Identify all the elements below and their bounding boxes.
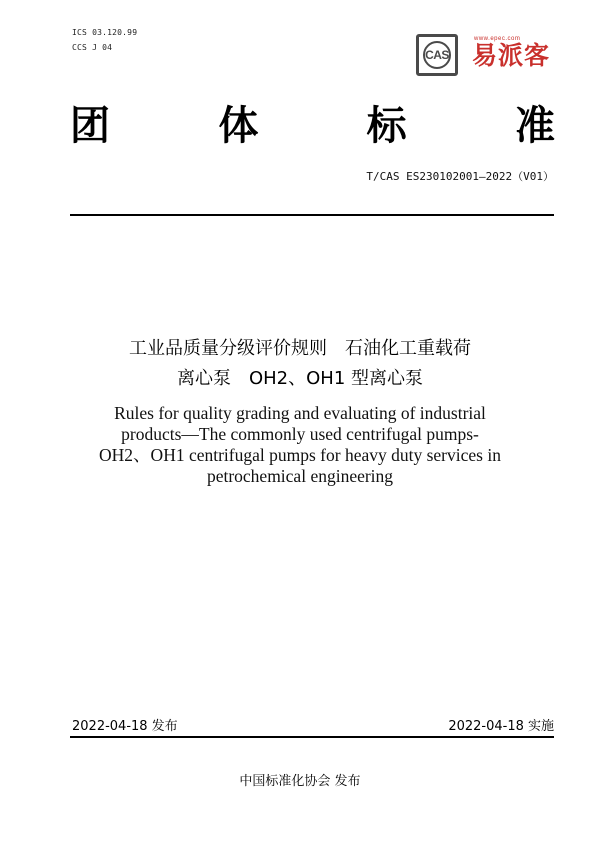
title-char: 团	[70, 103, 110, 149]
header-divider	[70, 214, 554, 216]
cas-logo-icon	[416, 34, 458, 76]
title-char: 标	[366, 103, 407, 149]
ics-code: ICS 03.120.99	[72, 28, 138, 37]
logo	[416, 34, 561, 84]
footer-divider	[70, 736, 554, 738]
ccs-code: CCS J 04	[72, 43, 113, 52]
english-title-line-1: Rules for quality grading and evaluating of industrial	[114, 403, 486, 423]
implement-date: 2022-04-18 实施	[448, 719, 554, 734]
publish-date: 2022-04-18 发布	[72, 719, 178, 734]
standard-number: T/CAS ES230102001—2022（V01）	[366, 170, 554, 183]
cas-logo-text: CAS	[425, 48, 449, 62]
title-char: 准	[514, 103, 555, 149]
english-title-line-2: products—The commonly used centrifugal pumps-	[121, 424, 479, 444]
chinese-title-line-1: 工业品质量分级评价规则 石油化工重载荷	[129, 338, 471, 359]
chinese-title-line-2: 离心泵 OH2、OH1 型离心泵	[176, 368, 424, 389]
publisher: 中国标准化协会 发布	[239, 774, 361, 789]
document-type-title	[70, 103, 555, 149]
cas-ring-icon	[423, 41, 451, 69]
brand-name: 易派客	[472, 41, 551, 70]
title-char: 体	[218, 103, 259, 149]
english-title-line-3: OH2、OH1 centrifugal pumps for heavy duty services in	[99, 445, 501, 465]
english-title-line-4: petrochemical engineering	[206, 466, 394, 486]
brand-url: www.epec.com	[474, 36, 521, 42]
